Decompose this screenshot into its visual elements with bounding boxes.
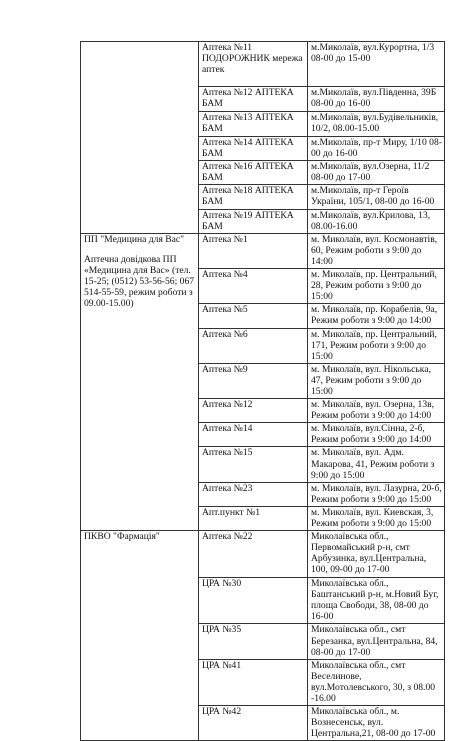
org-name: ПП "Медицина для Вас" xyxy=(84,233,185,245)
pharmacy-name: Аптека №14 xyxy=(199,423,308,447)
pharmacy-name: Аптека №19 АПТЕКА БАМ xyxy=(199,209,308,233)
pharmacy-name: Аптека №16 АПТЕКА БАМ xyxy=(199,161,308,185)
pharmacy-address: м. Миколаїв, вул. Лазурна, 20-б, Режим роботи з 9:00 до 15:00 xyxy=(308,482,445,506)
pharmacy-address: м. Миколаїв, вул. Адм. Макарова, 41, Режим роботи з 9:00 до 15:00 xyxy=(308,447,445,482)
table-row xyxy=(81,233,445,268)
org-details: Аптечна довідкова ПП «Медицина для Вас» (тел. 15-25; (0512) 53-56-56; 067 514-55-59, режим роботи з 09.00-15.00) xyxy=(84,253,195,310)
pharmacy-address: м.Миколаїв, вул.Будівельників, 10/2, 08.00-15.00 xyxy=(308,112,445,137)
pharmacy-name: Аптека №9 xyxy=(199,363,308,398)
org-name: ПКВО "Фармація" xyxy=(84,531,160,543)
pharmacy-name: ЦРА №42 xyxy=(199,706,308,741)
pharmacy-address: м. Миколаїв, пр. Корабелів, 9а, Режим роботи з 9:00 до 14:00 xyxy=(308,304,445,328)
pharmacy-name: Аптека №12 xyxy=(199,399,308,423)
pharmacy-address: м. Миколаїв, вул. Космонавтів, 60, Режим роботи з 9:00 до 14:00 xyxy=(308,233,445,268)
pharmacy-name: Аптека №14 АПТЕКА БАМ xyxy=(199,137,308,161)
pharmacy-address: м. Миколаїв, вул. Озерна, 13в, Режим роботи з 9:00 до 14:00 xyxy=(308,399,445,423)
pharmacy-address: м.Миколаїв, пр-т Миру, 1/10 08-00 до 16-00 xyxy=(308,137,445,161)
pharmacy-address: м. Миколаїв, пр. Центральний, 171, Режим роботи з 9:00 до 15:00 xyxy=(308,328,445,363)
table-row xyxy=(81,531,445,578)
org-cell xyxy=(81,233,199,530)
org-cell xyxy=(81,531,199,741)
pharmacy-address: м.Миколаїв, вул.Крилова, 13, 08.00-16.00 xyxy=(308,209,445,233)
pharmacy-name: ЦРА №35 xyxy=(199,624,308,659)
pharmacy-address: Миколаївська обл., м. Вознесенськ, вул. Центральна,21, 08-00 до 17-00 xyxy=(308,706,445,741)
pharmacy-address: Миколаївська обл., Первомайський р-н, смт Арбузинка, вул.Центральна, 100, 09-00 до 17-00 xyxy=(308,531,445,578)
pharmacy-name: Аптека №1 xyxy=(199,233,308,268)
pharmacy-name: ЦРА №41 xyxy=(199,659,308,705)
pharmacy-address: м. Миколаїв, вул. Киевская, 3, Режим роботи з 9:00 до 15:00 xyxy=(308,506,445,530)
pharmacy-name: Аптека №11 ПОДОРОЖНИК мережа аптек xyxy=(199,42,308,87)
pharmacy-address: м.Миколаїв, вул.Південна, 39Б 08-00 до 16-00 xyxy=(308,87,445,112)
pharmacy-name: Аптека №6 xyxy=(199,328,308,363)
pharmacy-address: м.Миколаїв, пр-т Героїв України, 105/1, 08-00 до 16-00 xyxy=(308,185,445,209)
pharmacy-address: м. Миколаїв, вул.Сінна, 2-б, Режим роботи з 9:00 до 14:00 xyxy=(308,423,445,447)
pharmacy-address: Миколаївська обл., смт Березанка, вул.Центральна, 84, 08-00 до 17-00 xyxy=(308,624,445,659)
pharmacy-name: Аптека №12 АПТЕКА БАМ xyxy=(199,87,308,112)
pharmacy-name: Апт.пункт №1 xyxy=(199,506,308,530)
pharmacy-name: Аптека №15 xyxy=(199,447,308,482)
pharmacy-name: ЦРА №30 xyxy=(199,578,308,624)
pharmacy-address: м. Миколаїв, вул. Нікольська, 47, Режим роботи з 9:00 до 15:00 xyxy=(308,363,445,398)
pharmacy-name: Аптека №13 АПТЕКА БАМ xyxy=(199,112,308,137)
pharmacy-address: м.Миколаїв, вул.Озерна, 11/2 08-00 до 17-00 xyxy=(308,161,445,185)
org-cell xyxy=(81,42,199,234)
pharmacy-address: Миколаївська обл., смт Веселинове, вул.Мотолевського, 30, з 08.00 -16.00 xyxy=(308,659,445,705)
pharmacy-address: м.Миколаїв, вул.Курортна, 1/3 08-00 до 15-00 xyxy=(308,42,445,87)
pharmacy-name: Аптека №18 АПТЕКА БАМ xyxy=(199,185,308,209)
pharmacy-name: Аптека №5 xyxy=(199,304,308,328)
pharmacy-address: м. Миколаїв, пр. Центральний, 28, Режим роботи з 9:00 до 15:00 xyxy=(308,269,445,304)
pharmacy-address: Миколаївська обл., Баштанський р-н, м.Новий Буг, площа Свободи, 38, 08-00 до 16-00 xyxy=(308,578,445,624)
pharmacy-name: Аптека №22 xyxy=(199,531,308,578)
pharmacy-name: Аптека №23 xyxy=(199,482,308,506)
pharmacy-table xyxy=(80,41,445,741)
pharmacy-name: Аптека №4 xyxy=(199,269,308,304)
table-row xyxy=(81,42,445,87)
